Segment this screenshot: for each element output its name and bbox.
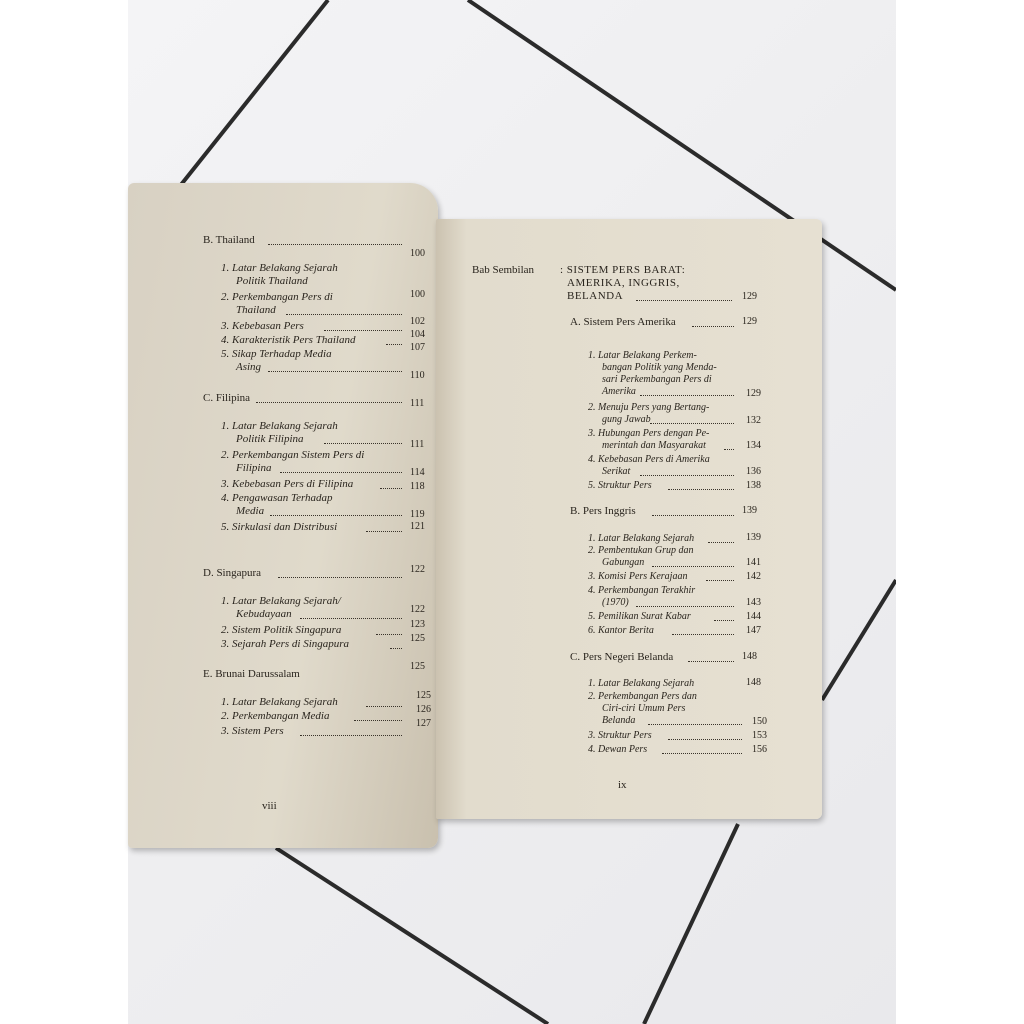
- toc-item-line: Media: [236, 505, 265, 517]
- leader-dots: [270, 515, 402, 516]
- page-number: 100: [410, 289, 425, 300]
- leader-dots: [636, 300, 732, 301]
- toc-item-line: 3. Kebebasan Pers: [221, 320, 304, 332]
- toc-item-line: gung Jawab: [602, 414, 651, 425]
- leader-dots: [280, 472, 402, 473]
- section-title: B. Thailand: [203, 234, 255, 246]
- leader-dots: [376, 634, 402, 635]
- leader-dots: [324, 330, 402, 331]
- leader-dots: [640, 475, 734, 476]
- page-number: 111: [410, 439, 425, 450]
- leader-dots: [256, 402, 402, 403]
- page-number: 123: [410, 619, 425, 630]
- leader-dots: [724, 449, 734, 450]
- toc-item-line: 2. Sistem Politik Singapura: [221, 624, 342, 636]
- toc-item-line: 3. Kebebasan Pers di Filipina: [221, 478, 354, 490]
- leader-dots: [268, 244, 402, 245]
- toc-item-line: Asing: [236, 361, 262, 373]
- page-number: 107: [410, 342, 425, 353]
- toc-item-line: bangan Politik yang Menda-: [602, 362, 717, 373]
- page-number: 129: [742, 291, 757, 302]
- toc-item-line: sari Perkembangan Pers di: [602, 374, 712, 385]
- leader-dots: [286, 314, 402, 315]
- toc-item-line: Politik Thailand: [236, 275, 308, 287]
- page-number: 125: [410, 661, 425, 672]
- page-number: 139: [746, 532, 761, 543]
- toc-item-line: Filipina: [236, 462, 272, 474]
- leader-dots: [648, 724, 742, 725]
- leader-dots: [668, 489, 734, 490]
- toc-item-line: Kebudayaan: [236, 608, 292, 620]
- toc-item-line: 5. Pemilikan Surat Kabar: [588, 611, 691, 622]
- right-page: [436, 219, 822, 819]
- page-number: 125: [416, 690, 431, 701]
- leader-dots: [380, 488, 402, 489]
- toc-item-line: 3. Struktur Pers: [588, 730, 652, 741]
- leader-dots: [652, 566, 734, 567]
- page-number: 111: [410, 398, 425, 409]
- toc-item-line: 1. Latar Belakang Sejarah: [221, 420, 338, 432]
- page-number: 136: [746, 466, 761, 477]
- section-title: C. Pers Negeri Belanda: [570, 651, 674, 663]
- page-number: 110: [410, 370, 425, 381]
- page-folio: ix: [618, 779, 627, 791]
- section-title: B. Pers Inggris: [570, 505, 636, 517]
- page-number: 144: [746, 611, 761, 622]
- toc-item-line: 2. Pembentukan Grup dan: [588, 545, 694, 556]
- toc-item-line: 2. Menuju Pers yang Bertang-: [588, 402, 710, 413]
- toc-item-line: 3. Komisi Pers Kerajaan: [588, 571, 688, 582]
- leader-dots: [692, 326, 734, 327]
- page-number: 142: [746, 571, 761, 582]
- leader-dots: [366, 706, 402, 707]
- page-number: 122: [410, 604, 425, 615]
- leader-dots: [668, 739, 742, 740]
- toc-item-line: 4. Kebebasan Pers di Amerika: [588, 454, 710, 465]
- toc-item-line: 4. Perkembangan Terakhir: [588, 585, 696, 596]
- toc-item-line: 6. Kantor Berita: [588, 625, 654, 636]
- page-number: 129: [746, 388, 761, 399]
- page-number: 125: [410, 633, 425, 644]
- toc-item-line: 5. Sirkulasi dan Distribusi: [221, 521, 338, 533]
- toc-item-line: 5. Sikap Terhadap Media: [221, 348, 332, 360]
- toc-item-line: 1. Latar Belakang Perkem-: [588, 350, 697, 361]
- page-number: 121: [410, 521, 425, 532]
- page-number: 127: [416, 718, 431, 729]
- toc-item-line: 3. Sejarah Pers di Singapura: [221, 638, 350, 650]
- toc-item-line: 1. Latar Belakang Sejarah: [588, 533, 695, 544]
- page-number: 150: [752, 716, 767, 727]
- toc-item-line: 3. Hubungan Pers dengan Pe-: [588, 428, 710, 439]
- section-title: A. Sistem Pers Amerika: [570, 316, 676, 328]
- leader-dots: [652, 515, 734, 516]
- toc-item-line: 4. Pengawasan Terhadap: [221, 492, 333, 504]
- toc-item-line: Politik Filipina: [236, 433, 304, 445]
- toc-item-line: Belanda: [602, 715, 636, 726]
- toc-item-line: Serikat: [602, 466, 631, 477]
- leader-dots: [278, 577, 402, 578]
- page-number: 153: [752, 730, 767, 741]
- toc-item-line: merintah dan Masyarakat: [602, 440, 706, 451]
- leader-dots: [324, 443, 402, 444]
- page-number: 104: [410, 329, 425, 340]
- page-number: 134: [746, 440, 761, 451]
- leader-dots: [708, 542, 734, 543]
- toc-item-line: 1. Latar Belakang Sejarah: [221, 696, 338, 708]
- left-page: [128, 183, 438, 848]
- toc-item-line: 5. Struktur Pers: [588, 480, 652, 491]
- page-number: 156: [752, 744, 767, 755]
- toc-item-line: 4. Karakteristik Pers Thailand: [221, 334, 356, 346]
- page-number: 147: [746, 625, 761, 636]
- page-number: 118: [410, 481, 425, 492]
- toc-item-line: 2. Perkembangan Pers dan: [588, 691, 697, 702]
- section-title: C. Filipina: [203, 392, 251, 404]
- toc-item-line: 3. Sistem Pers: [221, 725, 284, 737]
- toc-item-line: 1. Latar Belakang Sejarah/: [221, 595, 341, 607]
- leader-dots: [366, 531, 402, 532]
- leader-dots: [386, 344, 402, 345]
- page-number: 119: [410, 509, 425, 520]
- leader-dots: [300, 735, 402, 736]
- toc-item-line: Gabungan: [602, 557, 645, 568]
- chapter-title-line: : SISTEM PERS BARAT:: [560, 264, 686, 276]
- page-number: 114: [410, 467, 425, 478]
- leader-dots: [650, 423, 734, 424]
- toc-item-line: (1970): [602, 597, 629, 608]
- page-number: 132: [746, 415, 761, 426]
- toc-item-line: 2. Perkembangan Media: [221, 710, 330, 722]
- leader-dots: [636, 606, 734, 607]
- page-number: 141: [746, 557, 761, 568]
- page-folio: viii: [262, 800, 277, 812]
- page-number: 102: [410, 316, 425, 327]
- leader-dots: [268, 371, 402, 372]
- leader-dots: [672, 634, 734, 635]
- section-title: D. Singapura: [203, 567, 262, 579]
- chapter-title-line: BELANDA: [567, 290, 624, 302]
- leader-dots: [706, 580, 734, 581]
- toc-item-line: Ciri-ciri Umum Pers: [602, 703, 686, 714]
- page-number: 139: [742, 505, 757, 516]
- page-number: 122: [410, 564, 425, 575]
- leader-dots: [390, 648, 402, 649]
- page-number: 143: [746, 597, 761, 608]
- toc-item-line: 4. Dewan Pers: [588, 744, 648, 755]
- toc-item-line: 1. Latar Belakang Sejarah: [588, 678, 695, 689]
- page-number: 148: [746, 677, 761, 688]
- section-title: E. Brunai Darussalam: [203, 668, 300, 680]
- toc-item-line: 2. Perkembangan Sistem Pers di: [221, 449, 365, 461]
- page-number: 129: [742, 316, 757, 327]
- toc-item-line: Thailand: [236, 304, 276, 316]
- leader-dots: [714, 620, 734, 621]
- chapter-title-line: AMERIKA, INGGRIS,: [567, 277, 680, 289]
- page-number: 100: [410, 248, 425, 259]
- leader-dots: [354, 720, 402, 721]
- leader-dots: [300, 618, 402, 619]
- chapter-label: Bab Sembilan: [472, 264, 535, 276]
- toc-item-line: 2. Perkembangan Pers di: [221, 291, 333, 303]
- leader-dots: [640, 395, 734, 396]
- leader-dots: [662, 753, 742, 754]
- toc-item-line: Amerika: [602, 386, 636, 397]
- page-number: 126: [416, 704, 431, 715]
- leader-dots: [688, 661, 734, 662]
- page-number: 138: [746, 480, 761, 491]
- toc-item-line: 1. Latar Belakang Sejarah: [221, 262, 338, 274]
- page-number: 148: [742, 651, 757, 662]
